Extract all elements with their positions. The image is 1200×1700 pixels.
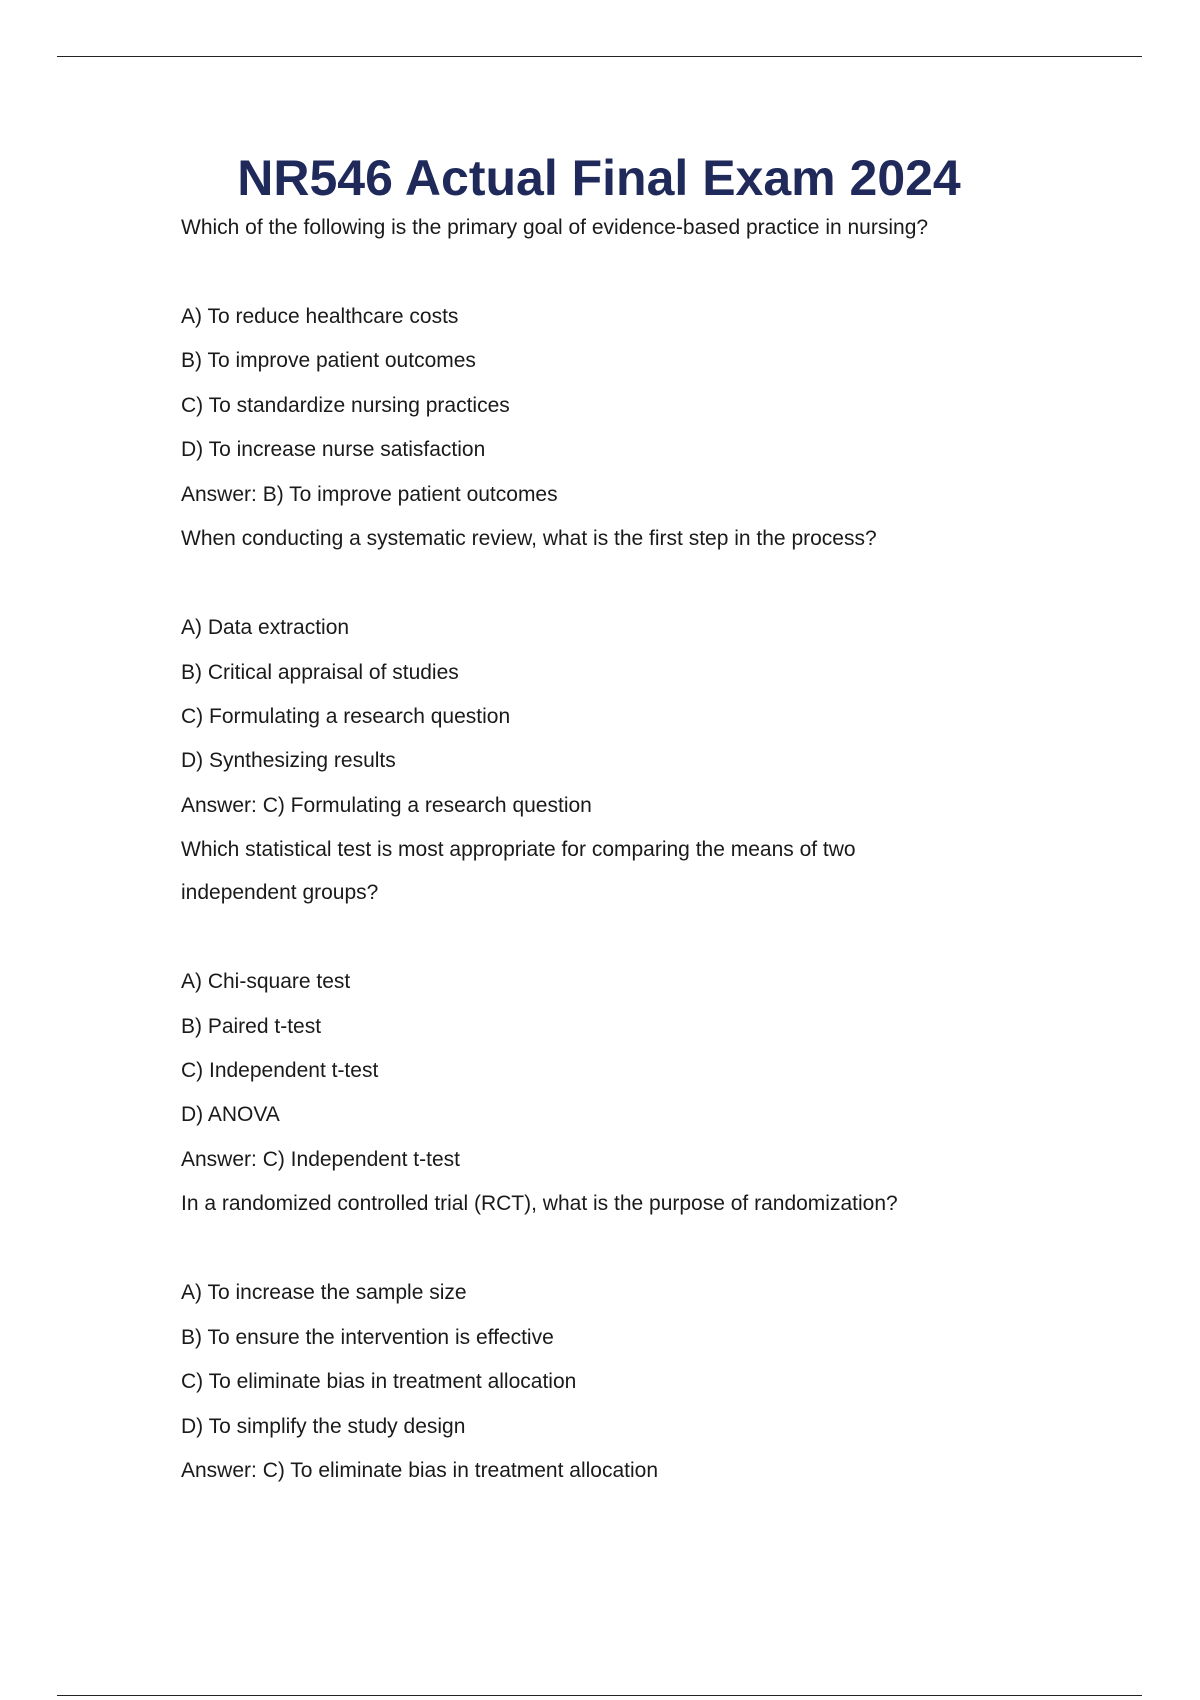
question-1-option-b: B) To improve patient outcomes [181,349,476,372]
question-1-option-a: A) To reduce healthcare costs [181,305,459,328]
question-2-option-c: C) Formulating a research question [181,705,511,728]
question-3-option-a: A) Chi-square test [181,970,351,993]
question-3-option-b: B) Paired t-test [181,1015,322,1038]
header-rule [57,56,1142,57]
question-4-option-b: B) To ensure the intervention is effective [181,1326,554,1349]
question-3-text-line-1: Which statistical test is most appropriate for comparing the means of two [181,838,856,861]
question-1-text: Which of the following is the primary goal of evidence-based practice in nursing? [181,216,929,239]
question-2-option-b: B) Critical appraisal of studies [181,661,459,684]
question-2-option-a: A) Data extraction [181,616,350,639]
question-4-option-a: A) To increase the sample size [181,1281,467,1304]
question-1-option-c: C) To standardize nursing practices [181,394,510,417]
footer-rule [57,1695,1142,1696]
question-4-answer: Answer: C) To eliminate bias in treatment allocation [181,1459,659,1482]
question-2-answer: Answer: C) Formulating a research question [181,794,592,817]
question-3-text-line-2: independent groups? [181,881,379,904]
question-4-option-d: D) To simplify the study design [181,1415,466,1438]
question-3-answer: Answer: C) Independent t-test [181,1148,460,1171]
question-3-option-c: C) Independent t-test [181,1059,379,1082]
question-2-text: When conducting a systematic review, what is the first step in the process? [181,527,877,550]
question-4-text: In a randomized controlled trial (RCT), what is the purpose of randomization? [181,1192,898,1215]
question-3-option-d: D) ANOVA [181,1103,280,1126]
question-2-option-d: D) Synthesizing results [181,749,396,772]
document-title: NR546 Actual Final Exam 2024 [237,150,961,206]
question-4-option-c: C) To eliminate bias in treatment allocation [181,1370,577,1393]
question-1-answer: Answer: B) To improve patient outcomes [181,483,558,506]
question-1-option-d: D) To increase nurse satisfaction [181,438,486,461]
